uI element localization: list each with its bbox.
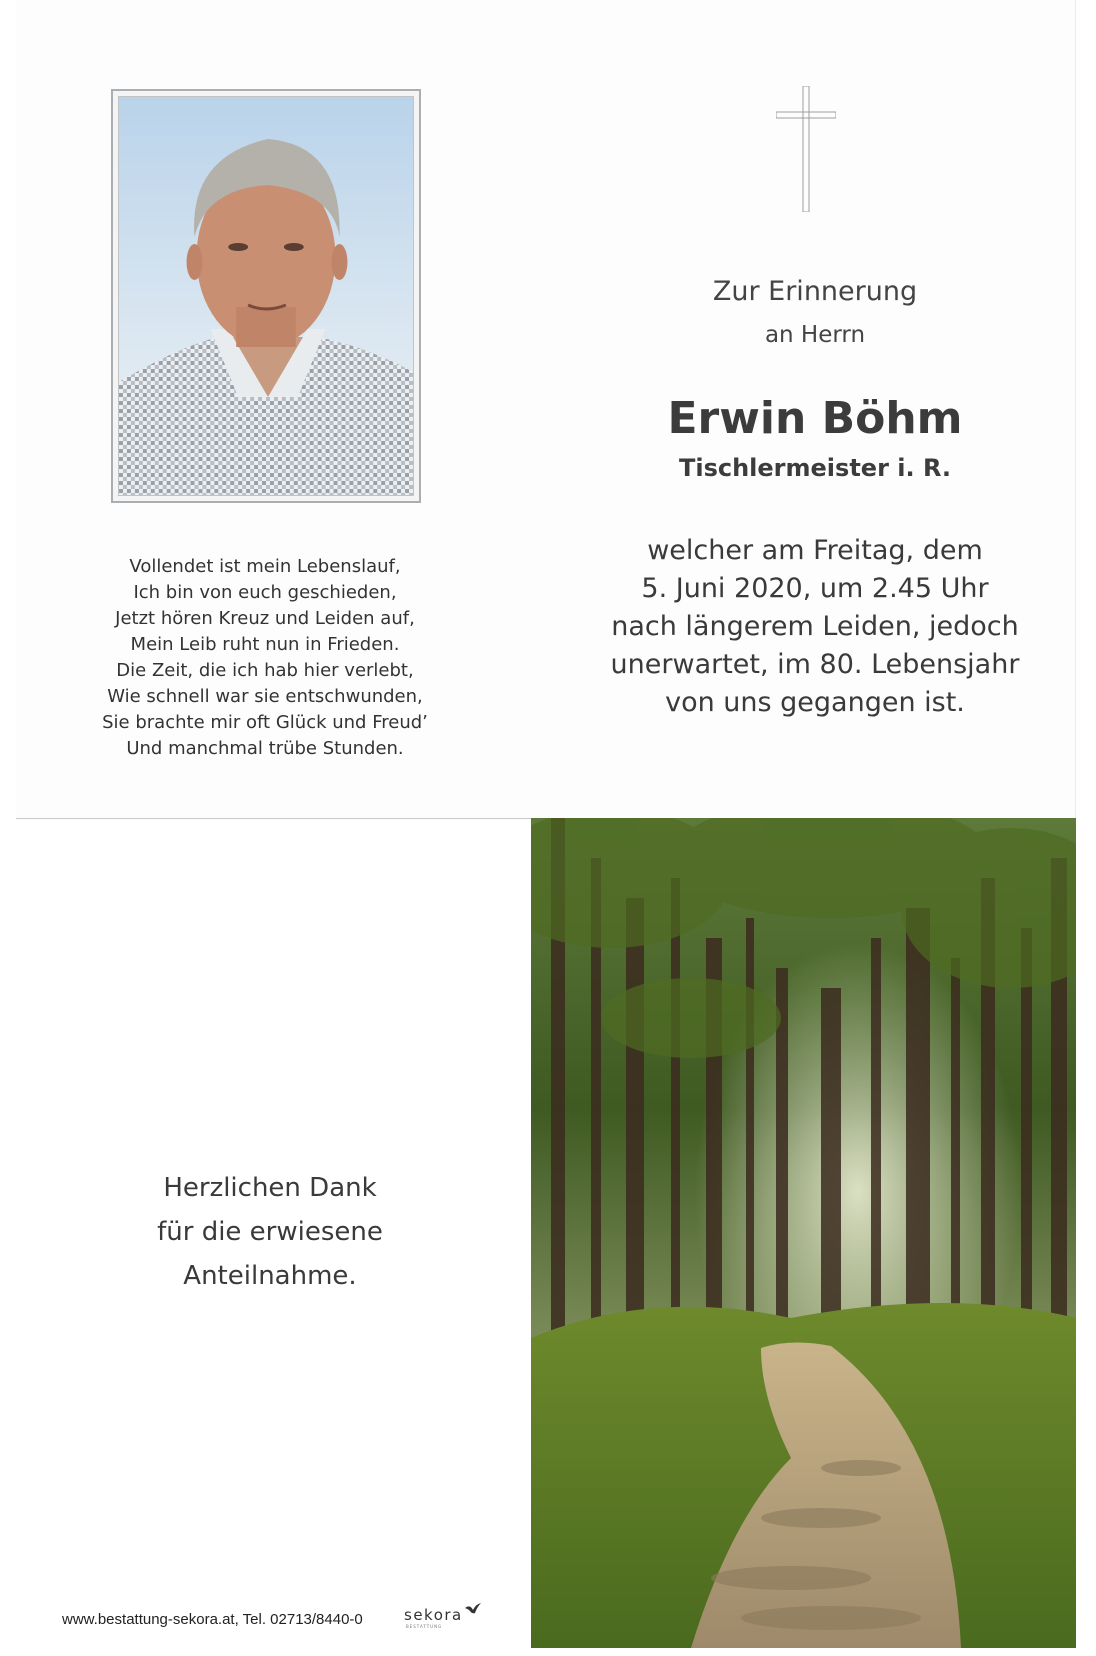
thanks-line: Anteilnahme. [183, 1261, 357, 1291]
thanks-line: für die erwiesene [157, 1217, 383, 1247]
death-notice-line: 5. Juni 2020, um 2.45 Uhr [641, 573, 989, 604]
poem-line: Und manchmal trübe Stunden. [126, 738, 404, 759]
thanks-message [90, 1166, 450, 1298]
intro-heading: Zur Erinnerung [712, 276, 918, 307]
card-edge [1075, 0, 1076, 818]
death-notice-line: welcher am Freitag, dem [647, 535, 983, 566]
death-notice [600, 532, 1030, 722]
poem-line: Mein Leib ruht nun in Frieden. [130, 634, 400, 655]
poem-line: Vollendet ist mein Lebenslauf, [129, 556, 401, 577]
death-notice-line: unerwartet, im 80. Lebensjahr [610, 649, 1020, 680]
forest-path-image [531, 818, 1076, 1648]
poem-line: Jetzt hören Kreuz und Leiden auf, [115, 608, 415, 629]
funeral-home-logo [404, 1602, 484, 1628]
death-notice-line: von uns gegangen ist. [665, 687, 965, 718]
deceased-name: Erwin Böhm [667, 393, 963, 444]
death-notice-line: nach längerem Leiden, jedoch [611, 611, 1019, 642]
portrait-frame [111, 89, 421, 503]
cross-icon [776, 86, 836, 212]
poem-line: Die Zeit, die ich hab hier verlebt, [116, 660, 414, 681]
portrait-photo [118, 96, 414, 496]
poem [60, 554, 470, 762]
thanks-line: Herzlichen Dank [163, 1173, 377, 1203]
deceased-occupation: Tischlermeister i. R. [678, 454, 951, 482]
poem-line: Sie brachte mir oft Glück und Freud’ [102, 712, 428, 733]
logo-subtext: BESTATTUNG [406, 1624, 443, 1629]
poem-line: Ich bin von euch geschieden, [133, 582, 397, 603]
logo-text: sekora [404, 1606, 463, 1624]
poem-line: Wie schnell war sie entschwunden, [107, 686, 423, 707]
bird-icon [464, 1602, 482, 1616]
intro-subheading: an Herrn [764, 322, 866, 348]
funeral-home-contact: www.bestattung-sekora.at, Tel. 02713/8440-0 [62, 1611, 363, 1628]
